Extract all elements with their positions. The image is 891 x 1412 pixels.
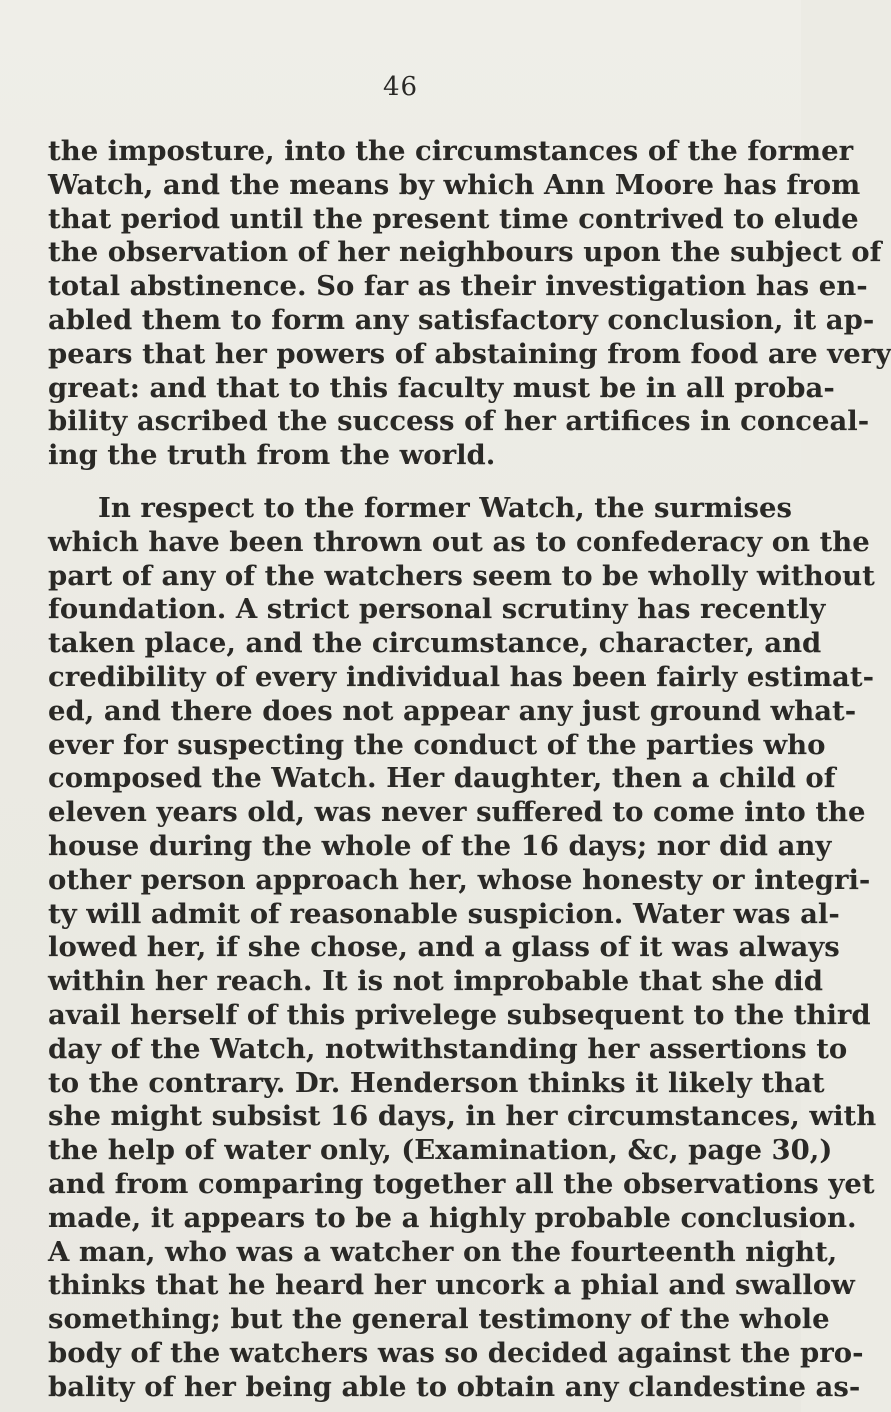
text-line: part of any of the watchers seem to be wholly without [48,559,875,592]
text-line: foundation. A strict personal scrutiny has recently [48,593,826,626]
text-line: great: and that to this faculty must be in all proba- [48,371,835,404]
text-line: Watch, and the means by which Ann Moore has from [48,168,861,201]
text-line: to the contrary. Dr. Henderson thinks it likely that [48,1066,825,1099]
text-line: ing the truth from the world. [48,439,496,472]
text-line: the observation of her neighbours upon the subject of [48,236,882,269]
text-line: she might subsist 16 days, in her circumstances, with [48,1100,877,1133]
text-line: avail herself of this privelege subsequent to the third [48,998,871,1031]
text-line: that period until the present time contrived to elude [48,202,859,235]
text-line: taken place, and the circumstance, character, and [48,627,822,660]
text-line: made, it appears to be a highly probable conclusion. [48,1201,857,1234]
text-line: something; but the general testimony of the whole [48,1303,830,1336]
text-line: thinks that he heard her uncork a phial and swallow [48,1269,855,1302]
text-line: other person approach her, whose honesty or integri- [48,863,871,896]
text-line: the imposture, into the circumstances of the former [48,135,854,167]
text-line: within her reach. It is not improbable that she did [48,965,823,998]
text-line: credibility of every individual has been fairly estimat- [48,660,874,693]
text-line: bility ascribed the success of her artifices in conceal- [48,405,870,438]
text-line: eleven years old, was never suffered to come into the [48,796,866,829]
text-line: house during the whole of the 16 days; nor did any [48,829,832,862]
text-line: body of the watchers was so decided against the pro- [48,1336,864,1369]
text-line: and from comparing together all the observations yet [48,1167,875,1200]
text-line: day of the Watch, notwithstanding her assertions to [48,1032,848,1065]
text-line: abled them to form any satisfactory conclusion, it ap- [48,303,875,336]
text-line: bality of her being able to obtain any clandestine as- [48,1370,861,1403]
text-line: A man, who was a watcher on the fourteenth night, [48,1235,838,1268]
paragraph-2 [48,492,877,1405]
page-number: 46 [382,72,419,102]
text-line: composed the Watch. Her daughter, then a child of [48,762,836,795]
text-line: total abstinence. So far as their investigation has en- [48,270,868,303]
text-line: ed, and there does not appear any just ground what- [48,694,857,727]
text-line: the help of water only, (Examination, &c, page 30,) [48,1134,833,1167]
text-line: lowed her, if she chose, and a glass of it was always [48,931,840,964]
text-line: ty will admit of reasonable suspicion. Water was al- [48,897,840,930]
text-line: pears that her powers of abstaining from food are very [48,337,891,370]
paragraph-1 [48,135,891,473]
text-line: which have been thrown out as to confederacy on the [48,525,870,558]
text-line: ever for suspecting the conduct of the parties who [48,728,826,761]
text-line: In respect to the former Watch, the surmises [98,492,792,524]
